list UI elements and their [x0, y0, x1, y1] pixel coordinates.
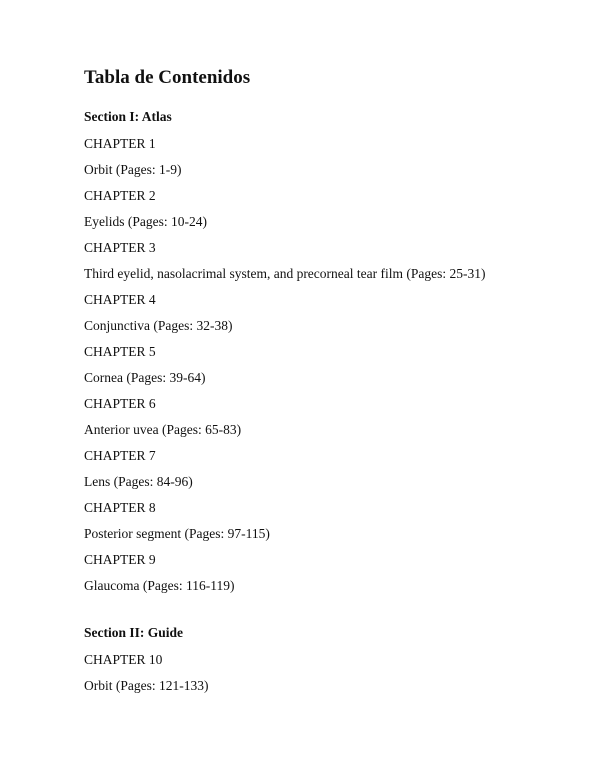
chapter-label: CHAPTER 4	[84, 292, 156, 307]
chapter-entry: Orbit (Pages: 121-133)	[84, 678, 209, 693]
chapter-entry: Orbit (Pages: 1-9)	[84, 162, 182, 177]
chapter-label: CHAPTER 6	[84, 396, 156, 411]
chapter-entry: Eyelids (Pages: 10-24)	[84, 214, 207, 229]
chapter-entry: Third eyelid, nasolacrimal system, and precorneal tear film (Pages: 25-31)	[84, 266, 486, 281]
chapter-entry: Anterior uvea (Pages: 65-83)	[84, 422, 242, 437]
page-title: Tabla de Contenidos	[84, 67, 251, 88]
chapter-label: CHAPTER 8	[84, 500, 156, 515]
chapter-label: CHAPTER 5	[84, 344, 156, 359]
chapter-entry: Posterior segment (Pages: 97-115)	[84, 526, 270, 541]
chapter-entry: Conjunctiva (Pages: 32-38)	[84, 318, 233, 333]
chapter-label: CHAPTER 1	[84, 136, 156, 151]
section-heading-atlas: Section I: Atlas	[84, 109, 172, 124]
chapter-label: CHAPTER 2	[84, 188, 156, 203]
chapter-label: CHAPTER 10	[84, 652, 163, 667]
chapter-entry: Lens (Pages: 84-96)	[84, 474, 193, 489]
chapter-entry: Glaucoma (Pages: 116-119)	[84, 578, 235, 593]
chapter-label: CHAPTER 3	[84, 240, 156, 255]
section-heading-guide: Section II: Guide	[84, 625, 184, 640]
chapter-label: CHAPTER 9	[84, 552, 156, 567]
chapter-entry: Cornea (Pages: 39-64)	[84, 370, 206, 385]
chapter-label: CHAPTER 7	[84, 448, 156, 463]
